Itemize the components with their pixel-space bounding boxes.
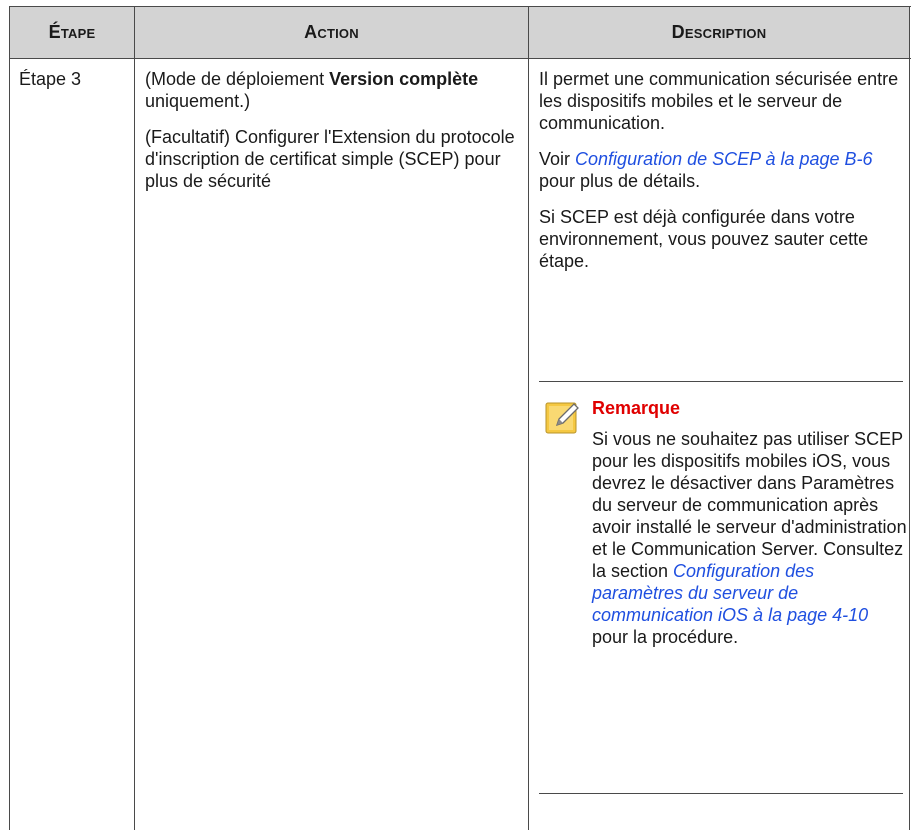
header-description: Description	[671, 22, 767, 42]
description-paragraph-3: Si SCEP est déjà configurée dans votre environnement, vous pouvez sauter cette étape.	[539, 207, 869, 271]
step-cell	[19, 68, 129, 90]
note-bottom-rule	[539, 793, 903, 794]
note-title: Remarque	[592, 398, 681, 418]
table-left-border	[9, 6, 10, 830]
description-cell	[539, 68, 904, 286]
action-mode-paragraph	[145, 68, 523, 112]
action-cell	[145, 68, 523, 206]
step-label: Étape 3	[19, 69, 82, 89]
action-mode-suffix: uniquement.)	[145, 91, 251, 111]
scep-config-link[interactable]: Configuration de SCEP à la page B-6	[575, 149, 873, 169]
note-body-suffix: pour la procédure.	[592, 627, 739, 647]
note-content	[592, 397, 907, 662]
description-paragraph-2	[539, 148, 904, 192]
action-mode-bold: Version complète	[329, 69, 479, 89]
action-mode-prefix: (Mode de déploiement	[145, 69, 330, 89]
see-suffix: pour plus de détails.	[539, 171, 701, 191]
table-right-border	[909, 6, 910, 830]
note-body-text: Si vous ne souhaitez pas utiliser SCEP pour les dispositifs mobiles iOS, vous devrez le désactiver dans Paramètres du serveur de communication après avoir installé le serveur d'administration et le Communication Server. Consultez la section	[592, 429, 907, 581]
note-pencil-icon	[545, 399, 581, 435]
ios-settings-link[interactable]: Configuration des paramètres du serveur de communication iOS à la page 4-10	[592, 561, 869, 625]
header-step: Étape	[48, 22, 96, 42]
note-body	[592, 428, 907, 648]
table-header-divider	[9, 58, 911, 59]
note-top-rule	[539, 381, 903, 382]
column-divider-1	[134, 6, 135, 830]
column-divider-2	[528, 6, 529, 830]
see-prefix: Voir	[539, 149, 576, 169]
action-description-paragraph: (Facultatif) Configurer l'Extension du protocole d'inscription de certificat simple (SCEP) pour plus de sécurité	[145, 127, 515, 191]
header-action: Action	[304, 22, 359, 42]
description-paragraph-1: Il permet une communication sécurisée entre les dispositifs mobiles et le serveur de communication.	[539, 69, 899, 133]
